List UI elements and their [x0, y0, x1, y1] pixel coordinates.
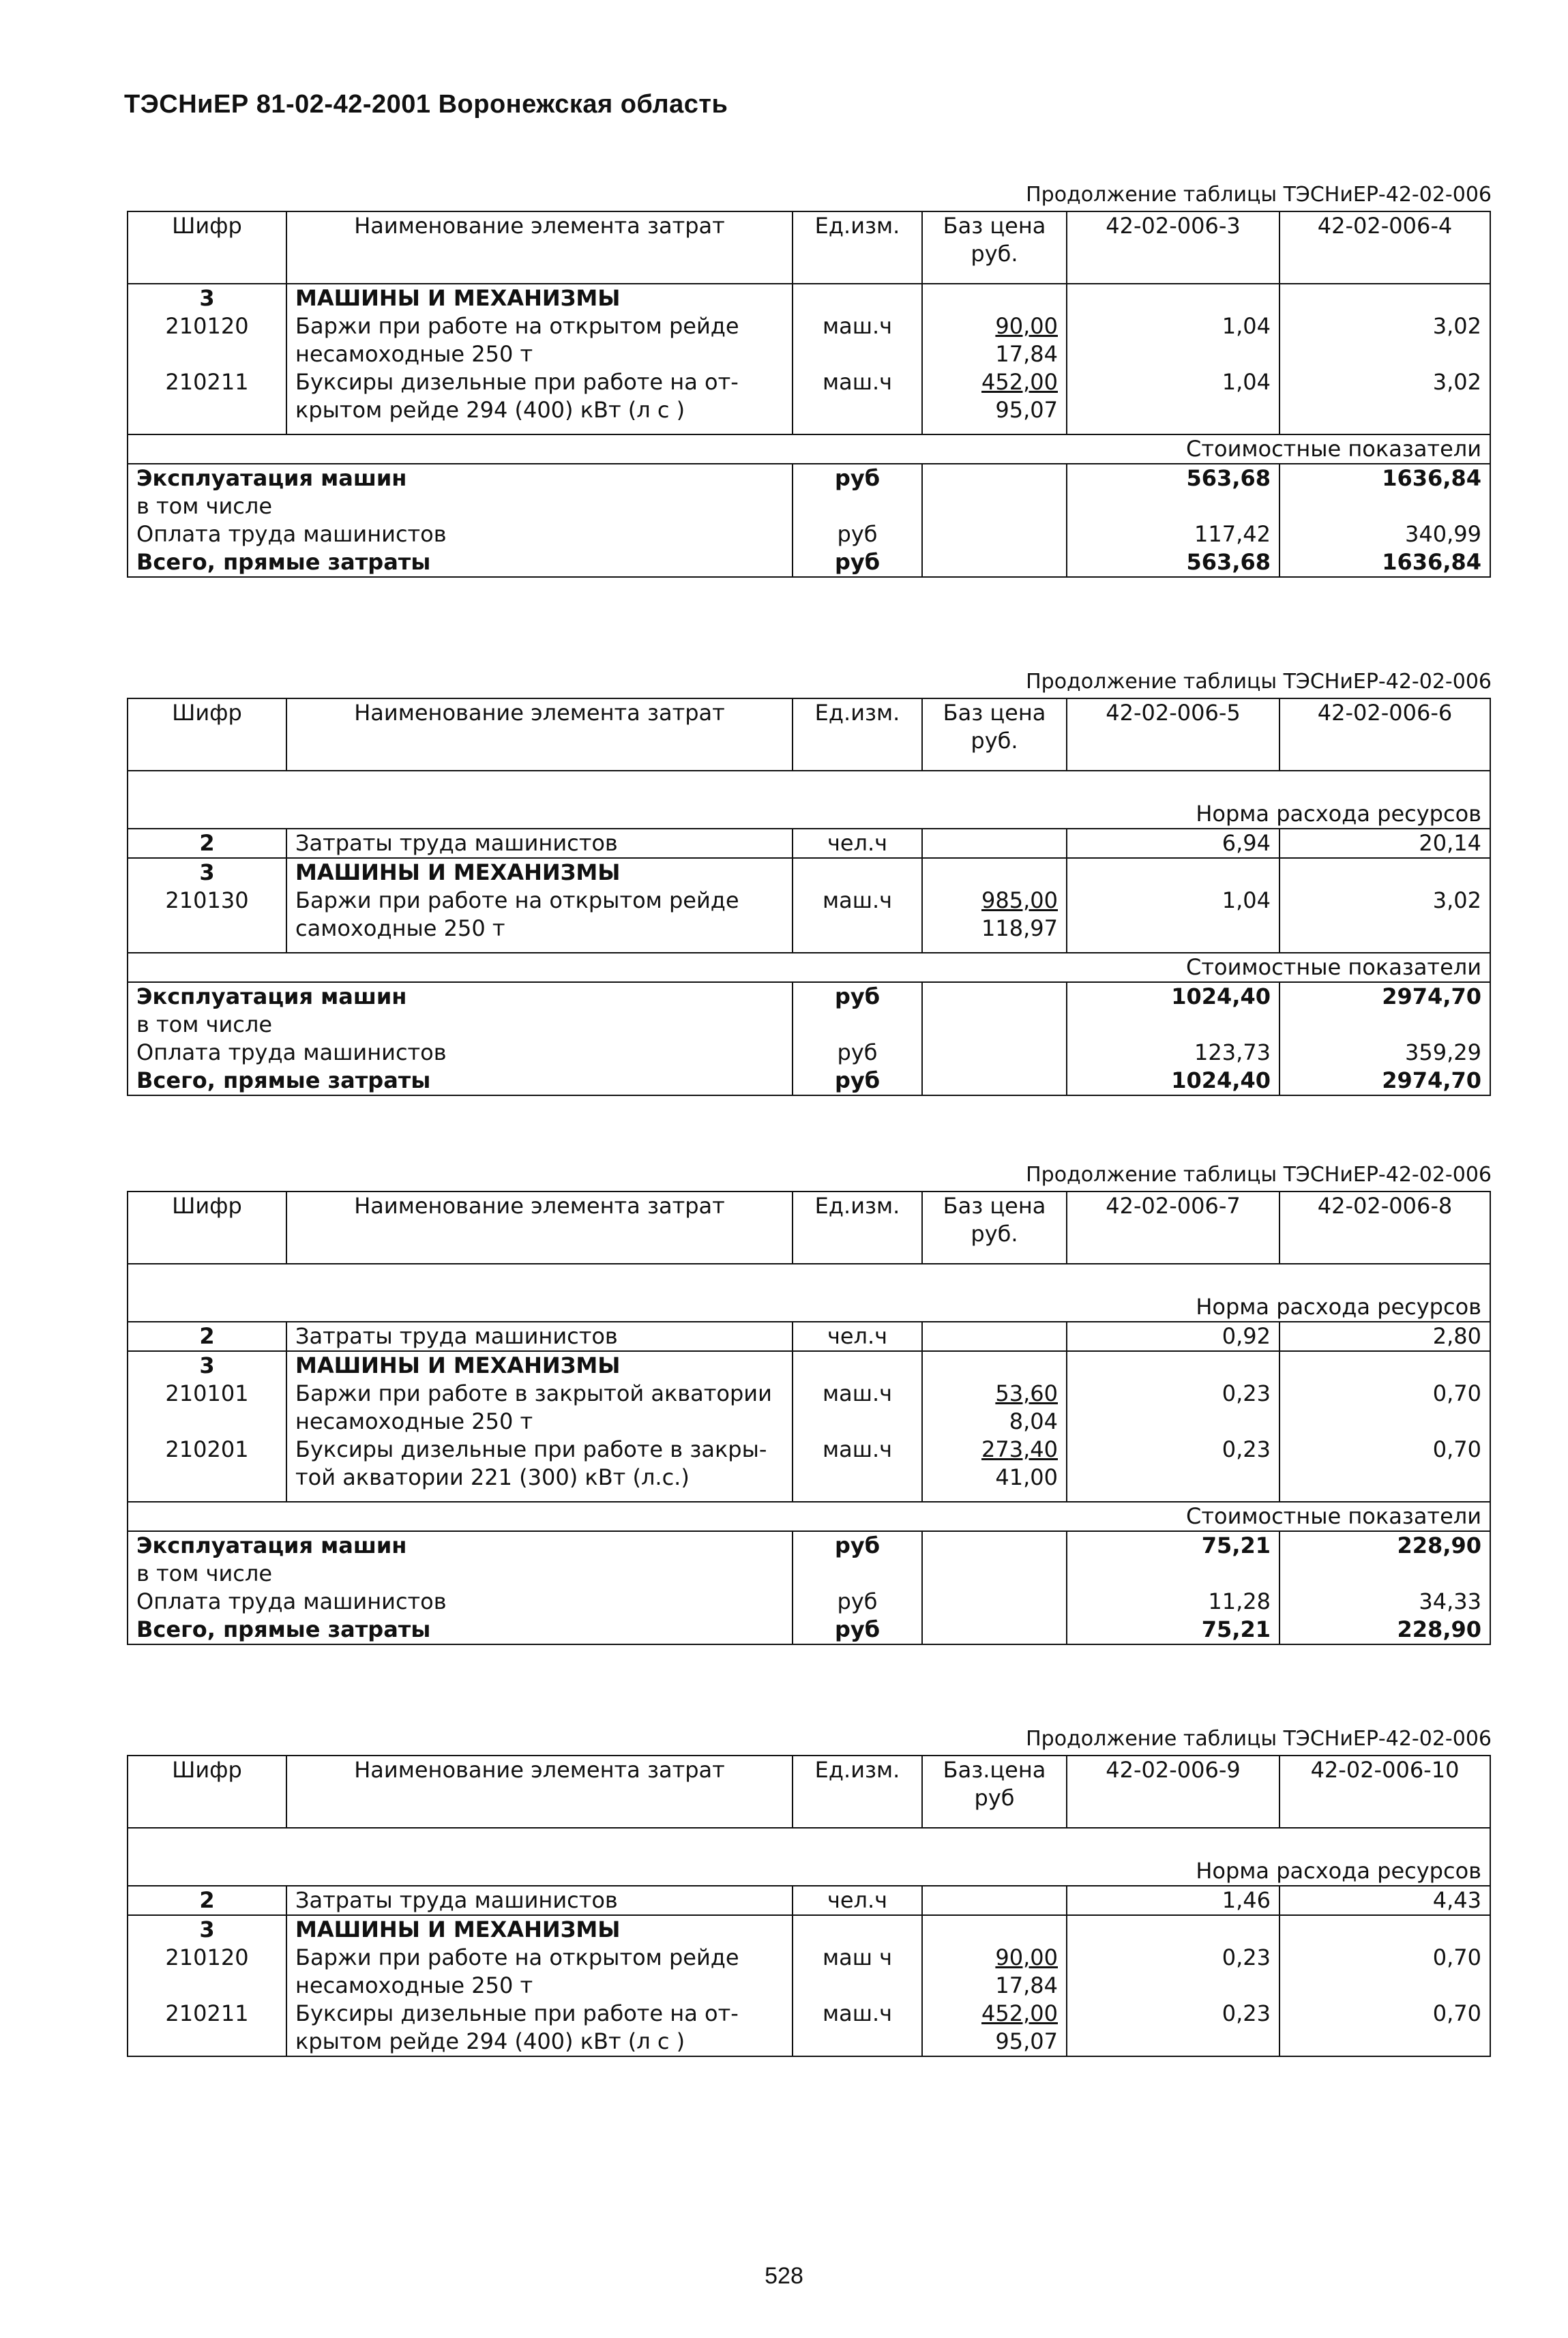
table-row: [128, 887, 1490, 943]
item-value-a: 1,04: [1067, 368, 1279, 424]
labor-value-a: 1,46: [1067, 1886, 1279, 1915]
item-code: 210211: [128, 368, 286, 424]
wages-row: [128, 1588, 1490, 1616]
item-code: 210120: [128, 312, 286, 368]
item-name: Баржи при работе на открытом рейде самоходные 250 т: [286, 887, 793, 943]
table-row: [128, 368, 1490, 424]
labor-unit: чел.ч: [793, 1322, 922, 1351]
item-price: 452,00: [981, 2000, 1058, 2026]
item-unit: маш.ч: [793, 1436, 922, 1492]
section-title: МАШИНЫ И МЕХАНИЗМЫ: [286, 284, 793, 312]
resource-table-3: [127, 1191, 1491, 1645]
item-price: 90,00: [995, 1944, 1058, 1970]
item-name: Баржи при работе в закрытой акватории несамоходные 250 т: [286, 1380, 793, 1436]
table-header-row: [128, 211, 1490, 284]
item-price-sub: 41,00: [995, 1464, 1058, 1490]
item-price-sub: 118,97: [981, 915, 1058, 941]
total-value-a: 75,21: [1067, 1616, 1279, 1644]
total-value-b: 228,90: [1279, 1616, 1490, 1644]
item-unit: маш ч: [793, 1944, 922, 2000]
exploitation-value-b: 2974,70: [1279, 982, 1490, 1011]
section-code: 3: [128, 1915, 286, 1944]
wages-label: Оплата труда машинистов: [128, 1588, 793, 1616]
total-value-a: 1024,40: [1067, 1067, 1279, 1095]
header-code: Шифр: [128, 698, 286, 771]
exploitation-row: [128, 1531, 1490, 1560]
labor-value-a: 0,92: [1067, 1322, 1279, 1351]
total-unit: руб: [793, 548, 922, 577]
item-value-a: 0,23: [1067, 2000, 1279, 2056]
total-label: Всего, прямые затраты: [128, 1616, 793, 1644]
item-unit: маш.ч: [793, 887, 922, 943]
table-header-row: [128, 1192, 1490, 1264]
total-value-a: 563,68: [1067, 548, 1279, 577]
item-code: 210201: [128, 1436, 286, 1492]
wages-value-b: 359,29: [1279, 1039, 1490, 1067]
page-number: 528: [765, 2263, 803, 2289]
item-name: Баржи при работе на открытом рейде несамоходные 250 т: [286, 312, 793, 368]
wages-value-b: 340,99: [1279, 520, 1490, 548]
header-unit: Ед.изм.: [793, 698, 922, 771]
total-row: [128, 548, 1490, 577]
item-price: 90,00: [995, 313, 1058, 339]
header-col-b: 42-02-006-6: [1279, 698, 1490, 771]
item-unit: маш.ч: [793, 368, 922, 424]
labor-name: Затраты труда машинистов: [286, 829, 793, 858]
table-row: [128, 2000, 1490, 2056]
continuation-label: Продолжение таблицы ТЭСНиЕР-42-02-006: [1026, 670, 1492, 694]
exploitation-unit: руб: [793, 982, 922, 1011]
item-name: Баржи при работе на открытом рейде несамоходные 250 т: [286, 1944, 793, 2000]
section-code: 3: [128, 284, 286, 312]
labor-code: 2: [128, 829, 286, 858]
section-code: 3: [128, 858, 286, 887]
labor-value-b: 4,43: [1279, 1886, 1490, 1915]
cost-header: Стоимостные показатели: [128, 434, 1490, 464]
item-name: Буксиры дизельные при работе на от-крытом рейде 294 (400) кВт (л с ): [286, 2000, 793, 2056]
including-row: [128, 1011, 1490, 1039]
item-price: 273,40: [981, 1436, 1058, 1462]
item-price-sub: 95,07: [995, 397, 1058, 423]
exploitation-label: Эксплуатация машин: [128, 982, 793, 1011]
cost-header: Стоимостные показатели: [128, 1502, 1490, 1531]
cost-header-row: [128, 1502, 1490, 1531]
header-name: Наименование элемента затрат: [286, 211, 793, 284]
including-row: [128, 1560, 1490, 1588]
item-value-a: 0,23: [1067, 1944, 1279, 2000]
table-row: [128, 1436, 1490, 1492]
table-row: [128, 1944, 1490, 2000]
exploitation-unit: руб: [793, 1531, 922, 1560]
header-col-b: 42-02-006-8: [1279, 1192, 1490, 1264]
header-price: Баз цена руб.: [922, 1192, 1067, 1264]
section-title: МАШИНЫ И МЕХАНИЗМЫ: [286, 1351, 793, 1380]
exploitation-label: Эксплуатация машин: [128, 1531, 793, 1560]
resource-table-4: [127, 1755, 1491, 2057]
item-price-sub: 17,84: [995, 341, 1058, 367]
item-price: 53,60: [995, 1380, 1058, 1406]
item-value-a: 0,23: [1067, 1380, 1279, 1436]
item-name: Буксиры дизельные при работе в закры-той акватории 221 (300) кВт (л.с.): [286, 1436, 793, 1492]
labor-code: 2: [128, 1322, 286, 1351]
item-unit: маш.ч: [793, 312, 922, 368]
section-row: [128, 284, 1490, 312]
wages-value-a: 117,42: [1067, 520, 1279, 548]
section-row: [128, 858, 1490, 887]
wages-unit: руб: [793, 1588, 922, 1616]
labor-value-b: 20,14: [1279, 829, 1490, 858]
header-col-a: 42-02-006-3: [1067, 211, 1279, 284]
wages-value-b: 34,33: [1279, 1588, 1490, 1616]
item-value-b: 0,70: [1279, 2000, 1490, 2056]
header-unit: Ед.изм.: [793, 1192, 922, 1264]
header-name: Наименование элемента затрат: [286, 698, 793, 771]
total-row: [128, 1067, 1490, 1095]
table-row: [128, 312, 1490, 368]
item-price: 452,00: [981, 369, 1058, 395]
total-label: Всего, прямые затраты: [128, 548, 793, 577]
exploitation-label: Эксплуатация машин: [128, 464, 793, 492]
wages-label: Оплата труда машинистов: [128, 1039, 793, 1067]
section-title: МАШИНЫ И МЕХАНИЗМЫ: [286, 1915, 793, 1944]
section-row: [128, 1351, 1490, 1380]
header-col-a: 42-02-006-5: [1067, 698, 1279, 771]
exploitation-value-a: 563,68: [1067, 464, 1279, 492]
total-unit: руб: [793, 1067, 922, 1095]
labor-name: Затраты труда машинистов: [286, 1886, 793, 1915]
cost-header-row: [128, 434, 1490, 464]
header-col-b: 42-02-006-4: [1279, 211, 1490, 284]
header-col-a: 42-02-006-7: [1067, 1192, 1279, 1264]
labor-row: [128, 1322, 1490, 1351]
item-value-b: 0,70: [1279, 1436, 1490, 1492]
header-name: Наименование элемента затрат: [286, 1756, 793, 1828]
exploitation-value-a: 1024,40: [1067, 982, 1279, 1011]
labor-value-a: 6,94: [1067, 829, 1279, 858]
norm-header-row: [128, 771, 1490, 829]
table-row: [128, 1380, 1490, 1436]
total-value-b: 1636,84: [1279, 548, 1490, 577]
section-row: [128, 1915, 1490, 1944]
section-title: МАШИНЫ И МЕХАНИЗМЫ: [286, 858, 793, 887]
continuation-label: Продолжение таблицы ТЭСНиЕР-42-02-006: [1026, 1727, 1492, 1751]
header-price: Баз цена руб.: [922, 698, 1067, 771]
labor-unit: чел.ч: [793, 829, 922, 858]
labor-value-b: 2,80: [1279, 1322, 1490, 1351]
exploitation-row: [128, 982, 1490, 1011]
resource-table-2: [127, 698, 1491, 1096]
continuation-label: Продолжение таблицы ТЭСНиЕР-42-02-006: [1026, 1163, 1492, 1187]
item-value-b: 3,02: [1279, 368, 1490, 424]
item-price: 985,00: [981, 887, 1058, 913]
total-row: [128, 1616, 1490, 1644]
table-header-row: [128, 1756, 1490, 1828]
table-header-row: [128, 698, 1490, 771]
including-row: [128, 492, 1490, 520]
labor-code: 2: [128, 1886, 286, 1915]
norm-header: Норма расхода ресурсов: [128, 1264, 1490, 1322]
total-label: Всего, прямые затраты: [128, 1067, 793, 1095]
norm-header: Норма расхода ресурсов: [128, 1828, 1490, 1886]
wages-value-a: 123,73: [1067, 1039, 1279, 1067]
wages-label: Оплата труда машинистов: [128, 520, 793, 548]
norm-header-row: [128, 1828, 1490, 1886]
header-code: Шифр: [128, 1192, 286, 1264]
header-name: Наименование элемента затрат: [286, 1192, 793, 1264]
including-label: в том числе: [128, 492, 793, 520]
item-code: 210120: [128, 1944, 286, 2000]
item-value-b: 3,02: [1279, 887, 1490, 943]
exploitation-unit: руб: [793, 464, 922, 492]
item-unit: маш.ч: [793, 1380, 922, 1436]
header-unit: Ед.изм.: [793, 211, 922, 284]
item-code: 210101: [128, 1380, 286, 1436]
item-price-sub: 95,07: [995, 2028, 1058, 2054]
header-col-b: 42-02-006-10: [1279, 1756, 1490, 1828]
exploitation-row: [128, 464, 1490, 492]
total-value-b: 2974,70: [1279, 1067, 1490, 1095]
wages-unit: руб: [793, 520, 922, 548]
header-code: Шифр: [128, 1756, 286, 1828]
wages-row: [128, 520, 1490, 548]
item-value-a: 1,04: [1067, 312, 1279, 368]
including-label: в том числе: [128, 1011, 793, 1039]
labor-row: [128, 829, 1490, 858]
item-name: Буксиры дизельные при работе на от-крытом рейде 294 (400) кВт (л с ): [286, 368, 793, 424]
item-unit: маш.ч: [793, 2000, 922, 2056]
labor-row: [128, 1886, 1490, 1915]
item-value-b: 0,70: [1279, 1380, 1490, 1436]
section-code: 3: [128, 1351, 286, 1380]
exploitation-value-b: 228,90: [1279, 1531, 1490, 1560]
labor-name: Затраты труда машинистов: [286, 1322, 793, 1351]
item-price-sub: 8,04: [1009, 1408, 1058, 1434]
wages-value-a: 11,28: [1067, 1588, 1279, 1616]
cost-header: Стоимостные показатели: [128, 953, 1490, 982]
total-unit: руб: [793, 1616, 922, 1644]
header-price: Баз цена руб.: [922, 211, 1067, 284]
item-value-b: 3,02: [1279, 312, 1490, 368]
wages-row: [128, 1039, 1490, 1067]
including-label: в том числе: [128, 1560, 793, 1588]
item-code: 210130: [128, 887, 286, 943]
exploitation-value-b: 1636,84: [1279, 464, 1490, 492]
wages-unit: руб: [793, 1039, 922, 1067]
cost-header-row: [128, 953, 1490, 982]
item-value-b: 0,70: [1279, 1944, 1490, 2000]
exploitation-value-a: 75,21: [1067, 1531, 1279, 1560]
item-code: 210211: [128, 2000, 286, 2056]
item-value-a: 0,23: [1067, 1436, 1279, 1492]
header-unit: Ед.изм.: [793, 1756, 922, 1828]
header-col-a: 42-02-006-9: [1067, 1756, 1279, 1828]
labor-unit: чел.ч: [793, 1886, 922, 1915]
header-price: Баз.цена руб: [922, 1756, 1067, 1828]
norm-header: Норма расхода ресурсов: [128, 771, 1490, 829]
continuation-label: Продолжение таблицы ТЭСНиЕР-42-02-006: [1026, 183, 1492, 207]
item-price-sub: 17,84: [995, 1972, 1058, 1998]
header-code: Шифр: [128, 211, 286, 284]
page-title: ТЭСНиЕР 81-02-42-2001 Воронежская область: [124, 90, 728, 119]
item-value-a: 1,04: [1067, 887, 1279, 943]
norm-header-row: [128, 1264, 1490, 1322]
resource-table-1: [127, 211, 1491, 578]
